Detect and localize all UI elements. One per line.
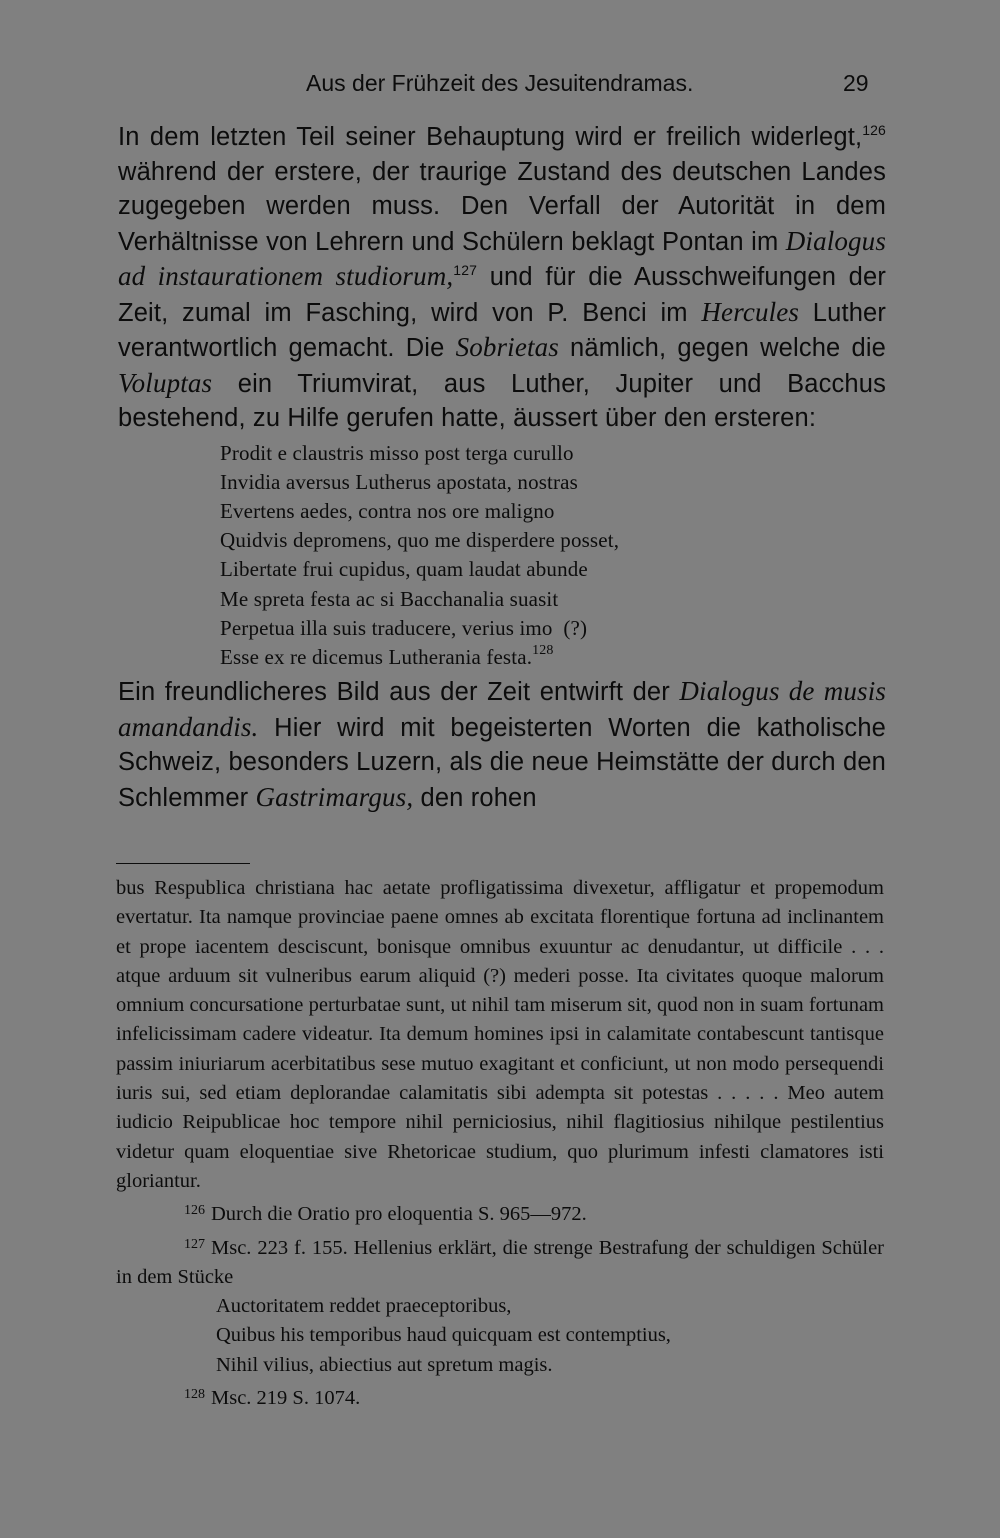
footnote-ref-127: 127 <box>453 262 478 278</box>
verse-quotation <box>220 439 886 673</box>
verse-line: Libertate frui cupidus, quam laudat abunde <box>220 557 588 582</box>
paragraph-2: Ein freundlicheres Bild aus der Zeit entwirft der Dialogus de musis amandandis. Hier wird mit begeisterten Worten die katholische Schweiz, besonders Luzern, als die neue Heimstätte der durch den Schlemmer Gastrimargus, den rohen <box>118 676 887 812</box>
name-gastrimargus: Gastrimargus, <box>255 781 414 812</box>
verse-line: Quidvis depromens, quo me disperdere posset, <box>220 528 620 553</box>
running-title: Aus der Frühzeit des Jesuitendramas. <box>306 70 694 96</box>
verse-line: Evertens aedes, contra nos ore maligno <box>220 498 555 523</box>
name-voluptas: Voluptas <box>118 367 213 398</box>
name-sobrietas: Sobrietas <box>455 332 559 362</box>
footnote-number: 128 <box>184 1387 205 1403</box>
verse-line: Perpetua illa suis traducere, verius imo (?) <box>220 615 588 640</box>
footnote-continuation: bus Respublica christiana hac aetate profligatissima divexetur, affligatur et propemodum evertatur. Ita namque provinciae paene omnes ab excitata florentique fortuna ad inclinantem et prope iacentem desciscunt, bonisque omnibus exuuntur ac denudantur, ut difficile . . . atque arduum sit vulneribus earum aliquid (?) mederi posse. Ita civitates quoque malorum omnium concursatione perturbatae sunt, ut nihil tam miserum sit, quod non in suam fortunam infelicissimam cadere videatur. Ita demum homines ipsi in calamitate contabescunt tantisque passim iniuriarum acerbitatibus sese mutuo exagitant et conficiunt, ut non modo persequendi iuris sui, sed etiam deplorandae calamitatis sibi adempta sit potestas . . . . . Meo autem iudicio Reipublicae hoc tempore nihil perniciosius, nihil flagitiosius nihilque pestilentius videtur quam eloquentiae sive Rhetoricae studium, quo plurimum infesti clamatores isti gloriantur. <box>116 877 884 1192</box>
main-text <box>118 120 886 815</box>
title-dialogus-instaurationem: Dialogus ad instaurationem studiorum, <box>118 225 886 291</box>
verse-line: Auctoritatem reddet praeceptoribus, <box>216 1295 512 1318</box>
verse-line: Me spreta festa ac si Bacchanalia suasit <box>220 586 559 611</box>
title-hercules: Hercules <box>701 296 800 327</box>
footnote-ref-128: 128 <box>532 642 554 658</box>
paragraph-1: In dem letzten Teil seiner Behauptung wird er freilich widerlegt,$^{126}$ während der erstere, der traurige Zustand des deutschen Landes zugegeben werden muss. Den Verfall der Autorität in dem Verhältnisse von Lehrern und Schülern beklagt Pontan im Dialogus ad instaurationem studiorum,$^{127}$ und für die Ausschweifungen der Zeit, zumal im Fasching, wird von P. Benci im Hercules Luther verantwortlich gemacht. Die Sobrietas nämlich, gegen welche die Voluptas ein Triumvirat, aus Luther, Jupiter und Bacchus bestehend, zu Hilfe gerufen hatte, äussert über den ersteren: <box>118 122 886 432</box>
page-number: 29 <box>843 70 869 96</box>
verse-line: Quibus his temporibus haud quicquam est contemptius, <box>216 1324 671 1347</box>
footnotes <box>116 874 884 1413</box>
footnote-ref-126: 126 <box>862 122 886 138</box>
running-header <box>0 66 1000 106</box>
footnote-126: $^{126}$ Durch die Oratio pro eloquentia S. 965—972. <box>184 1203 587 1226</box>
verse-line: Esse ex re dicemus Lutherania festa.$^{128}$ <box>220 642 554 669</box>
footnote-127-verse <box>216 1292 884 1380</box>
verse-line: Nihil vilius, abiectius aut spretum magis. <box>216 1353 553 1376</box>
verse-line: Prodit e claustris misso post terga curullo <box>220 440 574 465</box>
footnote-127: $^{127}$ Msc. 223 f. 155. Hellenius erklärt, die strenge Bestrafung der schuldigen Schüler in dem Stücke <box>116 1236 884 1288</box>
footnote-number: 127 <box>184 1236 205 1252</box>
verse-line: Invidia aversus Lutherus apostata, nostras <box>220 469 578 494</box>
title-dialogus-de-musis: Dialogus de musis amandandis. <box>118 676 887 742</box>
footnote-128: $^{128}$ Msc. 219 S. 1074. <box>184 1387 361 1410</box>
footnote-number: 126 <box>184 1203 205 1219</box>
footnote-separator <box>116 863 250 864</box>
